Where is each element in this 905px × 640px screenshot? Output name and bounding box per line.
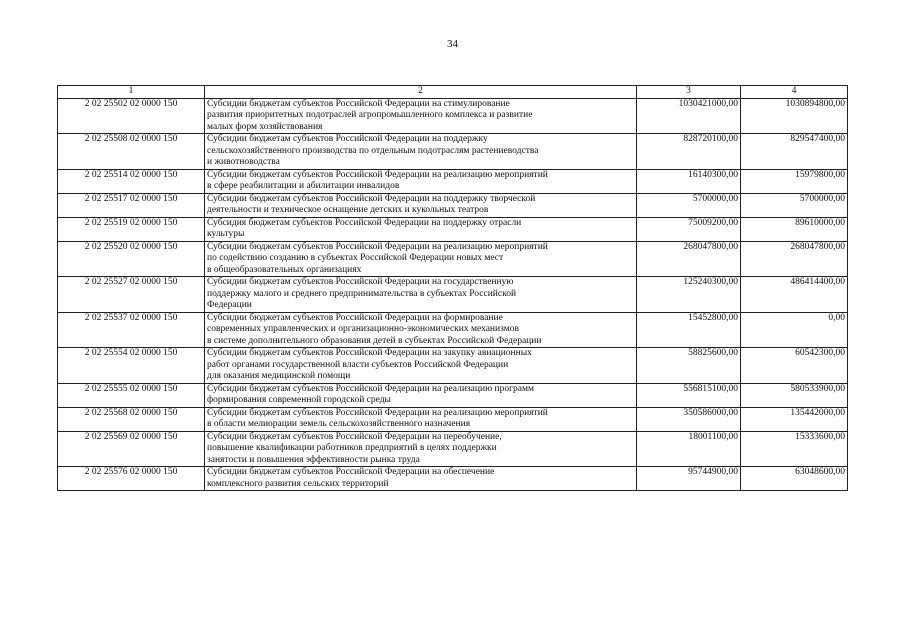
description-line: развития приоритетных подотраслей агропромышленного комплекса и развитие [207, 110, 533, 120]
description-line: занятости и повышения эффективности рынка труда [207, 454, 420, 465]
description-line: Субсидии бюджетам субъектов Российской Федерации на переобучение, [207, 431, 502, 442]
budget-table [57, 85, 848, 491]
budget-code-cell: 2 02 25502 02 0000 150 [58, 98, 205, 134]
amount-col4-cell: 60542300,00 [741, 348, 848, 384]
description-line: малых форм хозяйствования [207, 121, 323, 132]
description-cell [205, 467, 637, 491]
budget-code-cell: 2 02 25576 02 0000 150 [58, 467, 205, 491]
amount-col3-cell: 95744900,00 [637, 467, 741, 491]
description-line: в сфере реабилитации и абилитации инвалидов [207, 181, 400, 191]
column-header-3: 3 [637, 86, 741, 99]
description-line: комплексного развития сельских территорий [207, 478, 389, 489]
table-row [58, 431, 848, 467]
description-cell [205, 217, 637, 241]
amount-col4-cell: 89610000,00 [741, 217, 848, 241]
budget-code-cell: 2 02 25514 02 0000 150 [58, 169, 205, 193]
description-line: Субсидии бюджетам субъектов Российской Федерации на обеспечение [207, 467, 495, 477]
description-line: поддержку малого и среднего предпринимательства в субъектах Российской [207, 288, 517, 299]
table-row [58, 193, 848, 217]
table-row [58, 241, 848, 277]
description-cell [205, 241, 637, 277]
amount-col4-cell: 829547400,00 [741, 134, 848, 170]
description-line: по содействию созданию в субъектах Российской Федерации новых мест [207, 253, 504, 263]
description-line: в системе дополнительного образования детей в субъектах Российской Федерации [207, 335, 542, 346]
description-line: Субсидии бюджетам субъектов Российской Федерации на реализацию мероприятий [207, 241, 548, 252]
table-row [58, 383, 848, 407]
description-line: деятельности и техническое оснащение детских и кукольных театров [207, 205, 489, 215]
column-header-1: 1 [58, 86, 205, 99]
amount-col3-cell: 18001100,00 [637, 431, 741, 467]
budget-code-cell: 2 02 25555 02 0000 150 [58, 383, 205, 407]
table-row [58, 312, 848, 348]
description-cell [205, 407, 637, 431]
description-cell [205, 383, 637, 407]
amount-col4-cell: 5700000,00 [741, 193, 848, 217]
description-line: Субсидии бюджетам субъектов Российской Федерации на реализацию программ [207, 383, 535, 394]
description-line: Субсидии бюджетам субъектов Российской Федерации на реализацию мероприятий [207, 169, 548, 180]
header-row [58, 86, 848, 99]
description-line: Субсидии бюджетам субъектов Российской Федерации на стимулирование [207, 98, 510, 109]
budget-code-cell: 2 02 25569 02 0000 150 [58, 431, 205, 467]
amount-col4-cell: 15979800,00 [741, 169, 848, 193]
page-number: 34 [447, 38, 458, 50]
amount-col3-cell: 268047800,00 [637, 241, 741, 277]
description-cell [205, 193, 637, 217]
description-cell [205, 431, 637, 467]
budget-code-cell: 2 02 25519 02 0000 150 [58, 217, 205, 241]
amount-col4-cell: 580533900,00 [741, 383, 848, 407]
description-line: Субсидии бюджетам субъектов Российской Федерации на поддержку [207, 134, 488, 144]
description-cell [205, 134, 637, 170]
description-line: Субсидия бюджетам субъектов Российской Федерации на поддержку отрасли [207, 217, 522, 228]
description-line: Субсидии бюджетам субъектов Российской Федерации на формирование [207, 312, 503, 323]
table-row [58, 217, 848, 241]
table-row [58, 98, 848, 134]
budget-code-cell: 2 02 25537 02 0000 150 [58, 312, 205, 348]
amount-col4-cell: 135442000,00 [741, 407, 848, 431]
budget-code-cell: 2 02 25520 02 0000 150 [58, 241, 205, 277]
amount-col4-cell: 268047800,00 [741, 241, 848, 277]
column-header-2: 2 [205, 86, 637, 99]
amount-col3-cell: 556815100,00 [637, 383, 741, 407]
description-line: Федерации [207, 300, 252, 310]
description-line: работ органами государственной власти субъектов Российской Федерации [207, 359, 509, 370]
table-row [58, 467, 848, 491]
amount-col3-cell: 125240300,00 [637, 277, 741, 313]
amount-col4-cell: 0,00 [741, 312, 848, 348]
description-line: для оказания медицинской помощи [207, 371, 351, 381]
description-line: в общеобразовательных организациях [207, 264, 362, 275]
description-line: Субсидии бюджетам субъектов Российской Федерации на закупку авиационных [207, 348, 532, 358]
table-row [58, 134, 848, 170]
amount-col3-cell: 5700000,00 [637, 193, 741, 217]
description-cell [205, 169, 637, 193]
amount-col4-cell: 63048600,00 [741, 467, 848, 491]
table-row [58, 348, 848, 384]
description-line: Субсидии бюджетам субъектов Российской Федерации на поддержку творческой [207, 193, 536, 204]
amount-col3-cell: 1030421000,00 [637, 98, 741, 134]
description-line: и животноводства [207, 157, 280, 167]
description-cell [205, 277, 637, 313]
description-line: Субсидии бюджетам субъектов Российской Федерации на реализацию мероприятий [207, 407, 548, 418]
table-body [58, 98, 848, 491]
description-cell [205, 348, 637, 384]
amount-col4-cell: 486414400,00 [741, 277, 848, 313]
description-line: культуры [207, 229, 245, 239]
description-line: современных управленческих и организационно-экономических механизмов [207, 324, 519, 334]
table-row [58, 277, 848, 313]
table-row [58, 169, 848, 193]
budget-code-cell: 2 02 25554 02 0000 150 [58, 348, 205, 384]
description-line: Субсидии бюджетам субъектов Российской Федерации на государственную [207, 277, 514, 287]
amount-col3-cell: 15452800,00 [637, 312, 741, 348]
amount-col4-cell: 1030894800,00 [741, 98, 848, 134]
description-line: повышение квалификации работников предприятий в целях поддержки [207, 443, 497, 453]
column-header-4: 4 [741, 86, 848, 99]
description-cell [205, 98, 637, 134]
description-line: формирования современной городской среды [207, 395, 391, 405]
amount-col3-cell: 350586000,00 [637, 407, 741, 431]
amount-col3-cell: 75009200,00 [637, 217, 741, 241]
amount-col3-cell: 828720100,00 [637, 134, 741, 170]
budget-code-cell: 2 02 25517 02 0000 150 [58, 193, 205, 217]
description-line: в области мелиорации земель сельскохозяйственного назначения [207, 419, 471, 429]
budget-code-cell: 2 02 25508 02 0000 150 [58, 134, 205, 170]
budget-code-cell: 2 02 25527 02 0000 150 [58, 277, 205, 313]
amount-col4-cell: 15333600,00 [741, 431, 848, 467]
amount-col3-cell: 16140300,00 [637, 169, 741, 193]
amount-col3-cell: 58825600,00 [637, 348, 741, 384]
budget-code-cell: 2 02 25568 02 0000 150 [58, 407, 205, 431]
table-row [58, 407, 848, 431]
description-line: сельскохозяйственного производства по отдельным подотраслям растениеводства [207, 145, 539, 156]
description-cell [205, 312, 637, 348]
